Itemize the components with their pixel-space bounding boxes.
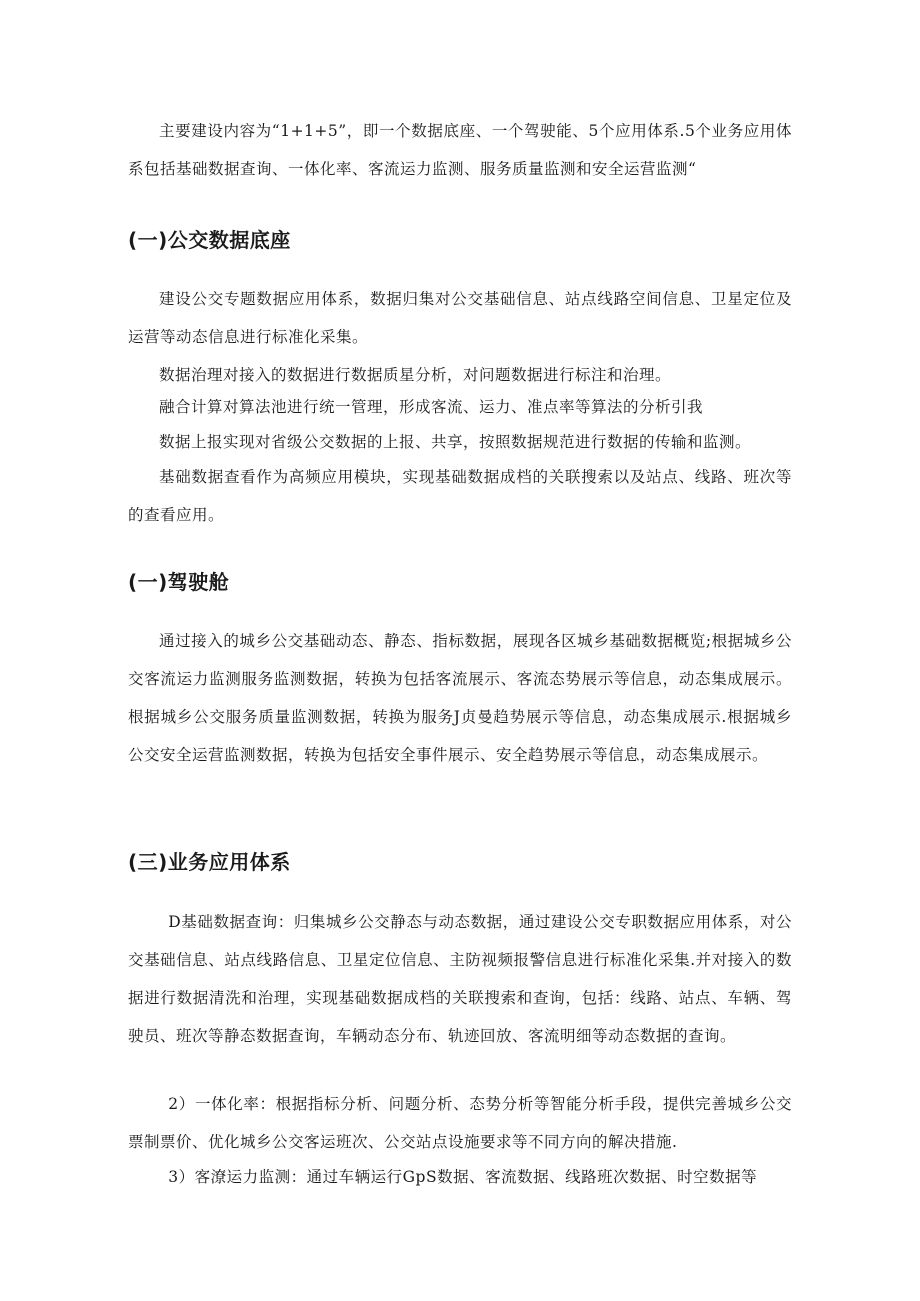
paragraph-data-collection: 建设公交专题数据应用体系，数据归集对公交基础信息、站点线路空间信息、卫星定位及运营等动态信息进行标准化采集。 <box>128 290 792 346</box>
list-item-integration-rate: 2）一体化率：根据指标分析、问题分析、态势分析等智能分析手段，提供完善城乡公交票制票价、优化城乡公交客运班次、公交站点设施要求等不同方向的解决措施. <box>128 1095 792 1151</box>
intro-paragraph: 主要建设内容为“1+1+5”，即一个数据底座、一个驾驶能、5个应用体系.5个业务应用体系包括基础数据查询、一体化率、客流运力监测、服务质量监测和安全运营监测“ <box>128 122 792 178</box>
section-heading-business-apps: (三)业务应用体系 <box>128 850 291 874</box>
paragraph-basic-data-view: 基础数据查看作为高频应用模块，实现基础数据成档的关联搜索以及站点、线路、班次等的查看应用。 <box>128 468 792 524</box>
section-heading-data-base: (一)公交数据底座 <box>128 228 291 252</box>
paragraph-cockpit: 通过接入的城乡公交基础动态、静态、指标数据，展现各区城乡基础数据概览;根据城乡公交客流运力监测服务监测数据，转换为包括客流展示、客流态势展示等信息，动态集成展示。根据城乡公交服务质量监测数据，转换为服务J贞曼趋势展示等信息，动态集成展示.根据城乡公交安全运营监测数据，转换为包括安全事件展示、安全趋势展示等信息，动态集成展示。 <box>128 632 792 764</box>
paragraph-data-reporting: 数据上报实现对省级公交数据的上报、共享，按照数据规范进行数据的传输和监测。 <box>159 433 752 451</box>
list-item-passenger-capacity: 3）客潦运力监测：通过车辆运行GpS数据、客流数据、线路班次数据、时空数据等 <box>168 1168 758 1186</box>
paragraph-data-governance: 数据治理对接入的数据进行数据质星分析，对问题数据进行标注和治理。 <box>159 366 672 384</box>
paragraph-fusion-computing: 融合计算对算法池进行统一管理，形成客流、运力、准点率等算法的分析引我 <box>159 398 704 416</box>
section-heading-cockpit: (一)驾驶舱 <box>128 570 230 594</box>
list-item-basic-data-query: D基础数据查询：归集城乡公交静态与动态数据，通过建设公交专职数据应用体系，对公交基础信息、站点线路信息、卫星定位信息、主防视频报警信息进行标准化采集.并对接入的数据进行数据清洗和治理，实现基础数据成档的关联搜索和查询，包括：线路、站点、车辆、驾驶员、班次等静态数据查询，车辆动态分布、轨迹回放、客流明细等动态数据的查询。 <box>128 913 792 1045</box>
